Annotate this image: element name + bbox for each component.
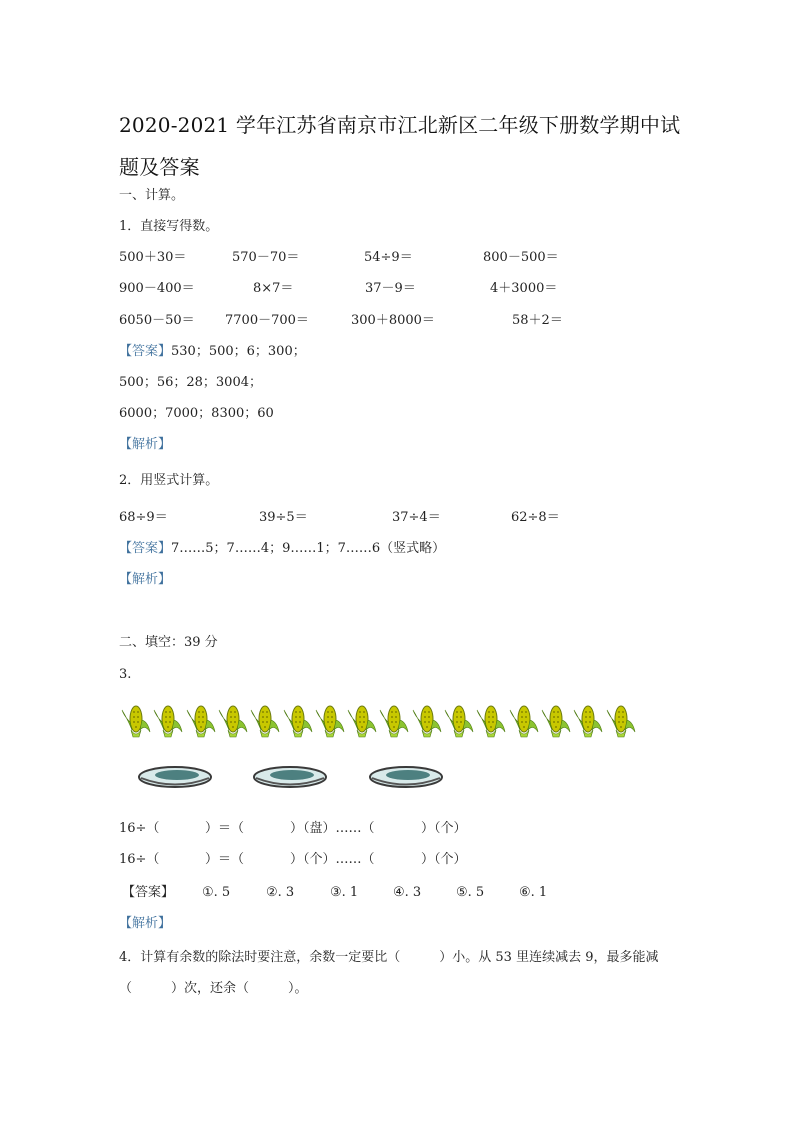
- answer-label: 【答案】: [122, 885, 175, 900]
- q1-item: 4＋3000＝: [490, 281, 558, 296]
- corn-icon: [606, 702, 636, 742]
- equation-part: ）（个）: [421, 821, 467, 836]
- plate-icon: [252, 763, 328, 789]
- answer-item: ⑥. 1: [519, 885, 548, 900]
- answer-label: 【答案】: [119, 541, 172, 556]
- q2-analysis-label: 【解析】: [119, 572, 172, 587]
- corn-icon: [573, 702, 603, 742]
- corn-icon: [509, 702, 539, 742]
- answer-label: 【答案】: [119, 344, 172, 359]
- section-1-heading: 一、计算。: [119, 188, 185, 203]
- q2-answer: [119, 540, 445, 558]
- q1-item: 800－500＝: [483, 250, 559, 265]
- q1-item: 37－9＝: [365, 281, 416, 296]
- corn-icon: [541, 702, 571, 742]
- corn-icon: [218, 702, 248, 742]
- q1-item: 6050－50＝: [119, 313, 195, 328]
- q1-item: 300＋8000＝: [351, 313, 435, 328]
- q1-item: 900－400＝: [119, 281, 195, 296]
- corn-illustration: [121, 702, 641, 742]
- q2-item: 37÷4＝: [392, 510, 441, 525]
- answer-text: 7……5；7……4；9……1；7……6（竖式略）: [171, 541, 446, 556]
- equation-part: ）＝（: [205, 852, 245, 867]
- q2-item: 39÷5＝: [259, 510, 308, 525]
- equation-part: 16÷（: [119, 852, 160, 867]
- q1-analysis-label: 【解析】: [119, 437, 172, 452]
- corn-icon: [186, 702, 216, 742]
- q2-item: 68÷9＝: [119, 510, 168, 525]
- q2-item: 62÷8＝: [511, 510, 560, 525]
- q1-item: 7700－700＝: [225, 313, 309, 328]
- corn-icon: [153, 702, 183, 742]
- answer-item: ⑤. 5: [456, 885, 485, 900]
- q1-item: 570－70＝: [232, 250, 300, 265]
- answer-item: ①. 5: [202, 885, 231, 900]
- answer-text: 530；500；6；300；: [171, 344, 306, 359]
- q3-analysis-label: 【解析】: [119, 916, 172, 931]
- q3-number: 3.: [119, 667, 132, 682]
- corn-icon: [379, 702, 409, 742]
- q1-item: 8×7＝: [253, 281, 294, 296]
- corn-icon: [250, 702, 280, 742]
- equation-part: ）＝（: [205, 821, 245, 836]
- q1-item: 54÷9＝: [364, 250, 413, 265]
- equation-part: ）（个）: [421, 852, 467, 867]
- q2-prompt: 2．用竖式计算。: [119, 473, 219, 488]
- equation-part: ）（盘）……（: [290, 821, 375, 836]
- corn-icon: [347, 702, 377, 742]
- equation-part: ）（个）……（: [290, 852, 375, 867]
- q1-item: 500＋30＝: [119, 250, 187, 265]
- q1-prompt: 1．直接写得数。: [119, 219, 219, 234]
- answer-item: ④. 3: [393, 885, 422, 900]
- answer-item: ②. 3: [266, 885, 295, 900]
- plate-icon: [368, 763, 444, 789]
- q1-answer: [119, 343, 306, 361]
- document-title: 2020-2021 学年江苏省南京市江北新区二年级下册数学期中试题及答案: [119, 113, 681, 179]
- corn-icon: [121, 702, 151, 742]
- corn-icon: [412, 702, 442, 742]
- q1-answer-line-2: 500；56；28；3004；: [119, 375, 262, 390]
- corn-icon: [476, 702, 506, 742]
- q1-item: 58＋2＝: [512, 313, 563, 328]
- section-2-heading: 二、填空：39 分: [119, 635, 218, 650]
- q4-text: 4．计算有余数的除法时要注意，余数一定要比（ ）小。从 53 里连续减去 9，最多能减（ ）次，还余（ ）。: [119, 950, 659, 996]
- corn-icon: [315, 702, 345, 742]
- answer-item: ③. 1: [330, 885, 359, 900]
- corn-icon: [444, 702, 474, 742]
- plate-icon: [137, 763, 213, 789]
- corn-icon: [283, 702, 313, 742]
- q1-answer-line-3: 6000；7000；8300；60: [119, 406, 274, 421]
- equation-part: 16÷（: [119, 821, 160, 836]
